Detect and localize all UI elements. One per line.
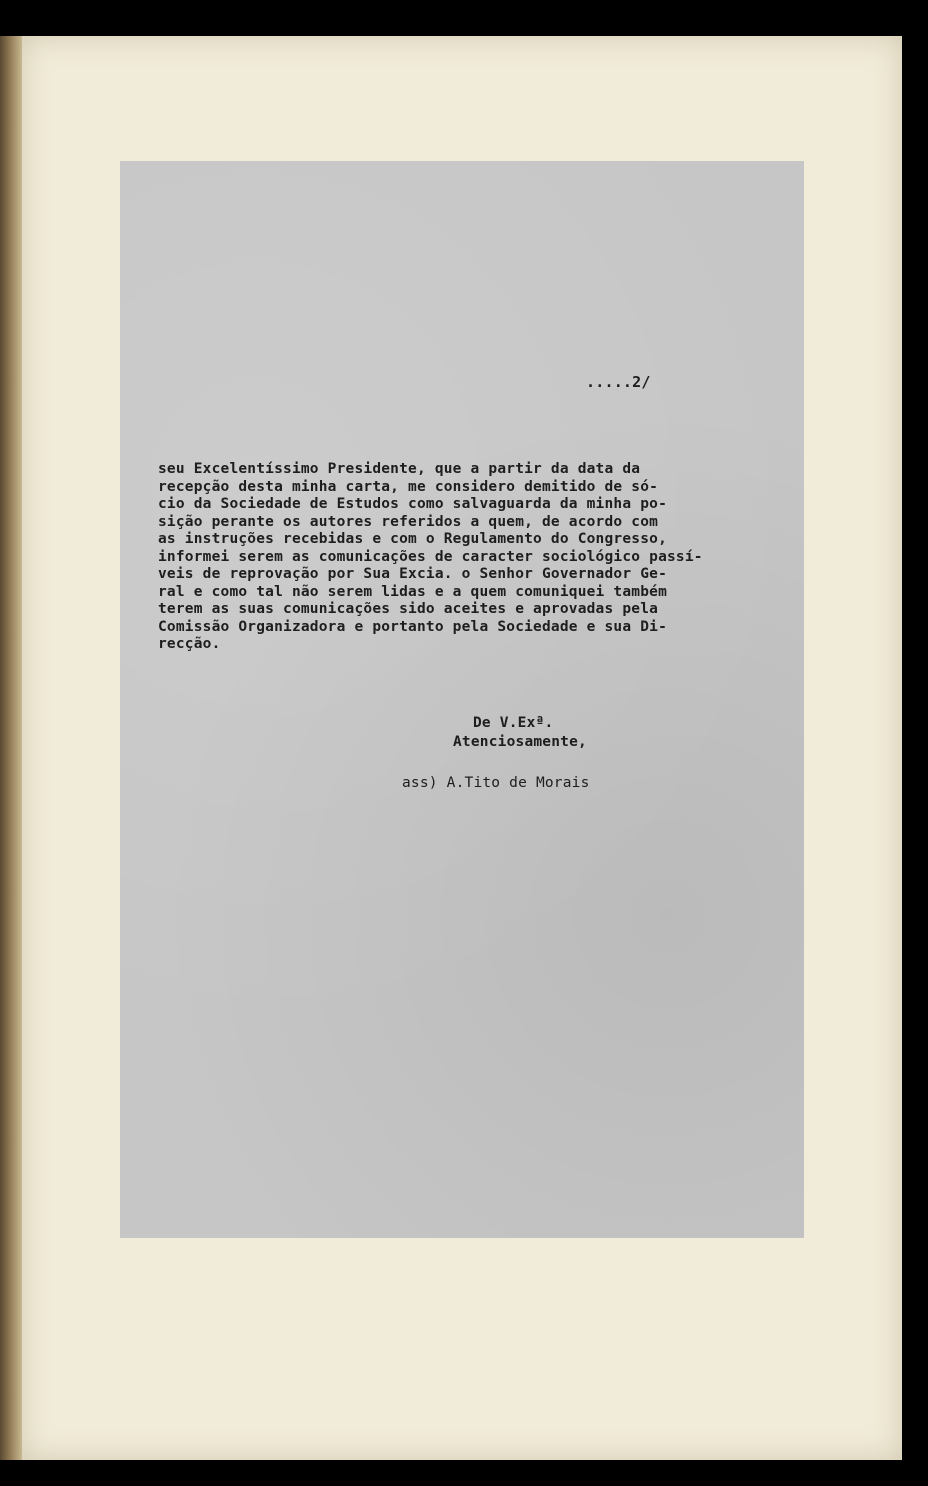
book-spine	[0, 36, 22, 1460]
body-line: seu Excelentíssimo Presidente, que a partir da data da	[158, 461, 641, 477]
body-line: veis de reprovação por Sua Excia. o Senhor Governador Ge-	[158, 566, 667, 582]
body-line: Comissão Organizadora e portanto pela Sociedade e sua Di-	[158, 618, 667, 635]
body-line: informei serem as comunicações de caracter sociológico passí-	[158, 548, 703, 565]
body-line: recção.	[158, 636, 221, 652]
body-line: cio da Sociedade de Estudos como salvaguarda da minha po-	[158, 496, 667, 512]
letter-body	[158, 461, 808, 654]
body-line: terem as suas comunicações sido aceites e aprovadas pela	[158, 601, 659, 617]
body-line: recepção desta minha carta, me considero demitido de só-	[158, 478, 659, 495]
closing-salutation: De V.Exª.	[473, 715, 554, 731]
body-line: as instruções recebidas e com o Regulamento do Congresso,	[158, 531, 667, 547]
page-reference: .....2/	[586, 373, 651, 391]
closing-valediction: Atenciosamente,	[453, 734, 587, 750]
signature: ass) A.Tito de Morais	[402, 775, 590, 791]
body-line: ral e como tal não serem lidas e a quem comuniquei também	[158, 583, 667, 600]
body-line: sição perante os autores referidos a quem, de acordo com	[158, 513, 659, 530]
book-page	[22, 36, 902, 1460]
letter-photocopy	[120, 161, 804, 1238]
